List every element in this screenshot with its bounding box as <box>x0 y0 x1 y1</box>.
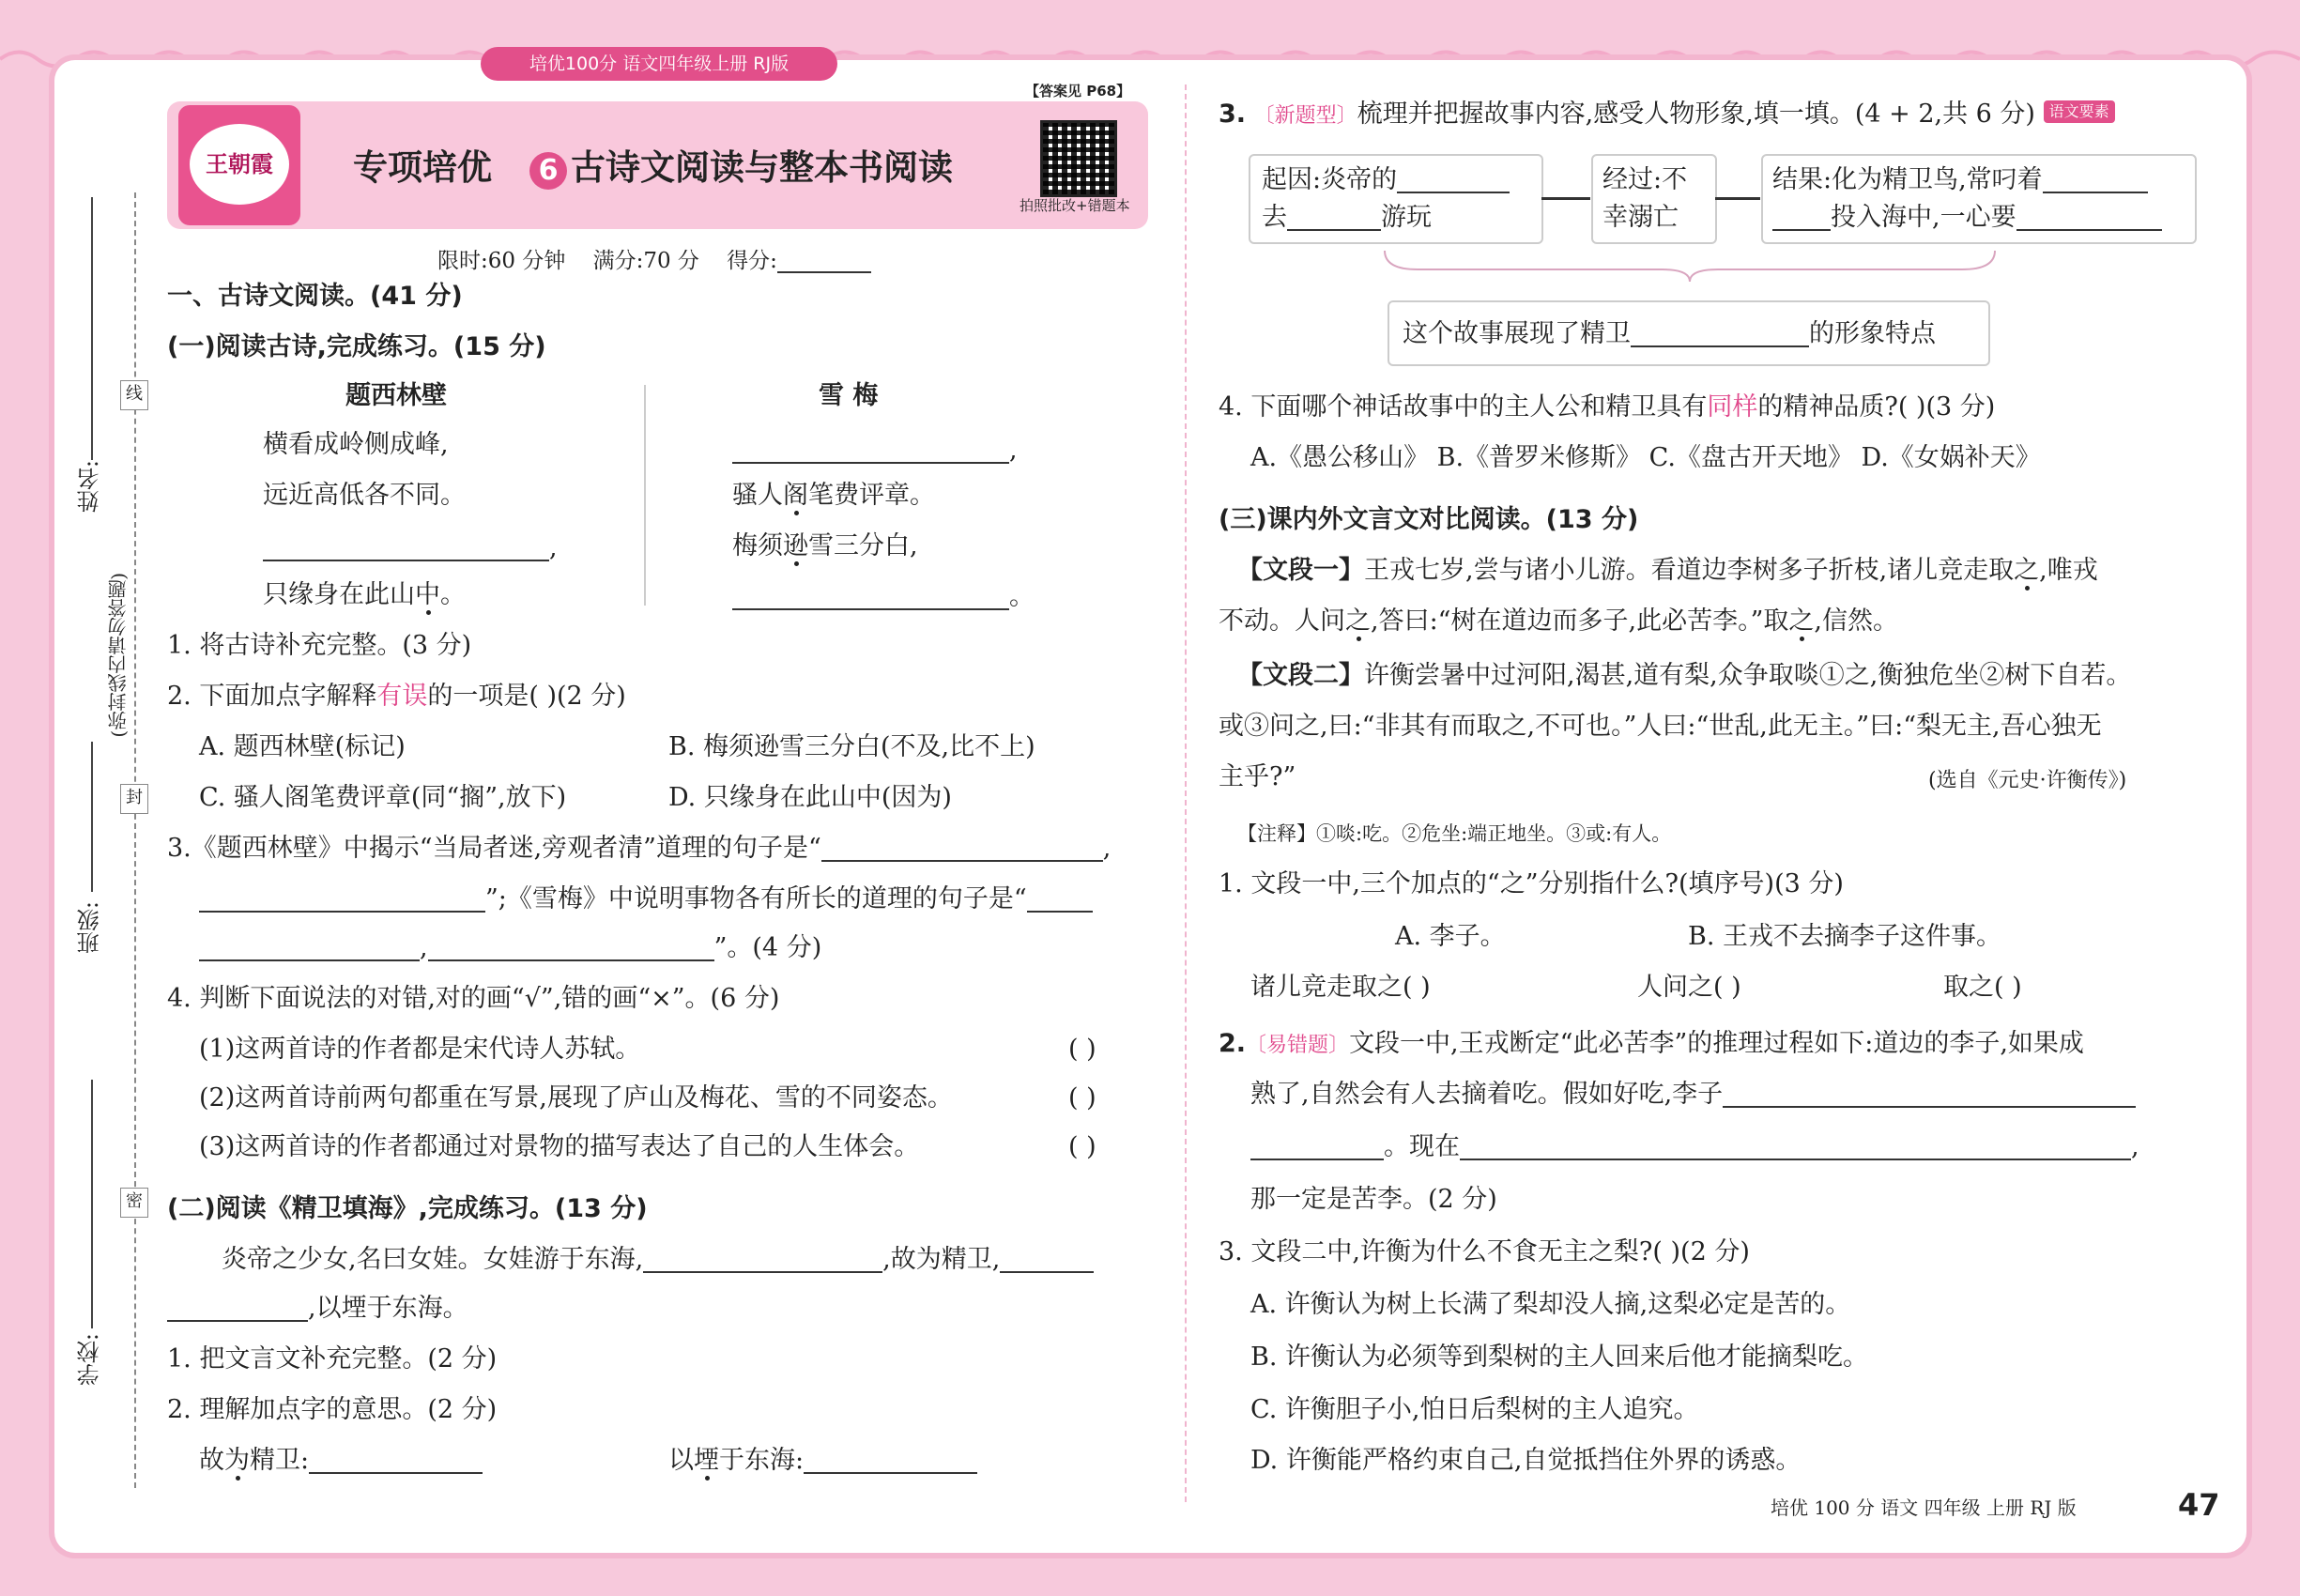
secret-box: 密 <box>120 1188 148 1218</box>
topic-number: 6 <box>529 152 567 190</box>
page-title <box>353 139 953 190</box>
r-q1: 1. 文段一中,三个加点的“之”分别指什么?(填序号)(3 分) <box>1219 869 1844 898</box>
brace-connector <box>1380 246 2000 284</box>
character-trait-line[interactable]: 这个故事展现了精卫 的形象特点 <box>1403 319 1936 348</box>
poem1-line1: 横看成岭侧成峰, <box>263 430 449 459</box>
part2-q1: 1. 把文言文补充完整。(2 分) <box>167 1344 498 1373</box>
name-label: 姓名: <box>77 460 103 514</box>
poem1-line2: 远近高低各不同。 <box>263 481 466 510</box>
passage2-source: (选自《元史·许衡传》) <box>1928 769 2127 792</box>
section-1-heading: 一、古诗文阅读。(41 分) <box>167 282 463 311</box>
r-q3-option-b[interactable]: B. 许衡认为必须等到梨树的主人回来后他才能摘梨吃。 <box>1250 1343 1869 1372</box>
annotation-note: 【注释】①啖:吃。②危坐:端正地坐。③或:有人。 <box>1237 822 1672 845</box>
part2-q2-b[interactable]: 以堙于东海: <box>668 1440 977 1481</box>
part2-text-line1: 炎帝之少女,名曰女娃。女娃游于东海, ,故为精卫, <box>222 1239 1094 1281</box>
q1: 1. 将古诗补充完整。(3 分) <box>167 631 472 660</box>
q4-item1: (1)这两首诗的作者都是宋代诗人苏轼。 <box>199 1035 641 1064</box>
story-cause-line2[interactable]: 去 游玩 <box>1262 203 1432 232</box>
q3-line1: 3.《题西林壁》中揭示“当局者迷,旁观者清”道理的句子是“ , <box>167 834 1112 863</box>
seal-warning: (弥封线内请勿答题) <box>104 573 131 738</box>
r-q4-options[interactable]: A.《愚公移山》 B.《普罗米修斯》 C.《盘古开天地》 D.《女娲补天》 <box>1250 443 2041 472</box>
passage2-line3: 主乎?” <box>1219 762 1296 791</box>
q3-line2: ”;《雪梅》中说明事物各有所长的道理的句子是“ <box>199 879 1093 920</box>
brand-logo <box>178 105 300 225</box>
r-q3: 3. 文段二中,许衡为什么不食无主之梨?( )(2 分) <box>1219 1237 1750 1266</box>
qr-caption: 拍照批改+错题本 <box>1020 197 1130 214</box>
line-box: 线 <box>120 380 148 410</box>
q2-option-d[interactable]: D. 只缘身在此山中(因为) <box>668 783 952 812</box>
story-process-line2: 幸溺亡 <box>1602 203 1679 232</box>
q4: 4. 判断下面说法的对错,对的画“√”,错的画“×”。(6 分) <box>167 984 780 1013</box>
footer-text: 培优 100 分 语文 四年级 上册 RJ 版 <box>1771 1496 2077 1519</box>
title-prefix: 专项培优 <box>353 147 492 188</box>
part2-q2-a[interactable]: 故为精卫: <box>199 1440 483 1481</box>
poem2-line3: 梅须逊雪三分白, <box>732 531 918 560</box>
story-process-line1: 经过:不 <box>1602 165 1688 194</box>
passage2-line2: 或③问之,曰:“非其有而取之,不可也。”人曰:“世乱,此无主。”曰:“梨无主,吾心独无 <box>1219 712 2102 741</box>
poem-divider <box>644 385 646 606</box>
r-q1-fill-2[interactable]: 人问之( ) <box>1637 973 1741 1002</box>
part2-q2: 2. 理解加点字的意思。(2 分) <box>167 1395 498 1424</box>
q2-option-a[interactable]: A. 题西林壁(标记) <box>199 732 406 761</box>
header-pill: 培优100分 语文四年级上册 RJ版 <box>481 47 837 81</box>
poem2-title: 雪 梅 <box>819 381 879 410</box>
passage1-line2: 不动。人问之,答曰:“树在道边而多子,此必苦李。”取之,信然。 <box>1219 606 1898 636</box>
story-cause-line1[interactable]: 起因:炎帝的 <box>1262 160 1510 201</box>
q4-item2: (2)这两首诗前两句都重在写景,展现了庐山及梅花、雪的不同姿态。 <box>199 1083 953 1113</box>
q4-item2-paren[interactable]: ( ) <box>1068 1083 1096 1113</box>
title-main: 古诗文阅读与整本书阅读 <box>571 147 953 188</box>
part-3-heading: (三)课内外文言文对比阅读。(13 分) <box>1219 505 1639 534</box>
page-number: 47 <box>2178 1487 2220 1523</box>
column-divider <box>1185 84 1187 1502</box>
q4-item3: (3)这两首诗的作者都通过对景物的描写表达了自己的人生体会。 <box>199 1132 920 1161</box>
qr-code-icon[interactable] <box>1040 120 1117 197</box>
passage1-line1: 【文段一】王戎七岁,尝与诸小儿游。看道边李树多子折枝,诸儿竞走取之,唯戎 <box>1237 556 2098 585</box>
poem1-title: 题西林壁 <box>345 381 447 410</box>
story-result-line1[interactable]: 结果:化为精卫鸟,常叼着 <box>1772 160 2148 201</box>
q2-option-b[interactable]: B. 梅须逊雪三分白(不及,比不上) <box>668 732 1035 761</box>
r-q1-option-a: A. 李子。 <box>1395 922 1506 951</box>
r-q3-option-d[interactable]: D. 许衡能严格约束自己,自觉抵挡住外界的诱惑。 <box>1250 1446 1802 1475</box>
q2: 2. 下面加点字解释有误的一项是( )(2 分) <box>167 682 626 711</box>
class-line <box>91 742 93 892</box>
r-q3-option-c[interactable]: C. 许衡胆子小,怕日后梨树的主人追究。 <box>1250 1395 1699 1424</box>
r-q3-option-a[interactable]: A. 许衡认为树上长满了梨却没人摘,这梨必定是苦的。 <box>1250 1290 1851 1319</box>
poem2-line4-blank[interactable]: 。 <box>732 576 1035 618</box>
r-q2-line3[interactable]: 。现在 , <box>1250 1127 2139 1168</box>
poem2-line2: 骚人阁笔费评章。 <box>732 481 935 510</box>
q4-item1-paren[interactable]: ( ) <box>1068 1035 1096 1064</box>
r-q4: 4. 下面哪个神话故事中的主人公和精卫具有同样的精神品质?( )(3 分) <box>1219 392 1996 422</box>
logo-text: 王朝霞 <box>190 124 289 205</box>
poem2-line1-blank[interactable]: , <box>732 430 1018 471</box>
part-1-heading: (一)阅读古诗,完成练习。(15 分) <box>167 332 546 361</box>
passage2-line1: 【文段二】许衡尝暑中过河阳,渴甚,道有梨,众争取啖①之,衡独危坐②树下自若。 <box>1237 661 2132 690</box>
answer-ref: 【答案见 P68】 <box>1025 83 1131 100</box>
q4-item3-paren[interactable]: ( ) <box>1068 1132 1096 1161</box>
r-q1-fill-3[interactable]: 取之( ) <box>1943 973 2022 1002</box>
school-line <box>91 1080 93 1328</box>
q3-line3: , ”。(4 分) <box>199 928 821 969</box>
q2-option-c[interactable]: C. 骚人阁笔费评章(同“搁”,放下) <box>199 783 567 812</box>
poem1-line3-blank[interactable]: , <box>263 528 558 569</box>
r-q2-line4: 那一定是苦李。(2 分) <box>1250 1185 1497 1214</box>
story-result-line2[interactable]: 投入海中,一心要 <box>1772 197 2162 238</box>
name-line <box>91 197 93 460</box>
connector-2 <box>1715 197 1760 200</box>
poem1-line4: 只缘身在此山中。 <box>263 580 466 609</box>
r-q1-option-b: B. 王戎不去摘李子这件事。 <box>1688 922 2002 951</box>
r-q2-line2[interactable]: 熟了,自然会有人去摘着吃。假如好吃,李子 <box>1250 1074 2136 1115</box>
part2-text-line2: ,以堙于东海。 <box>167 1288 468 1329</box>
connector-1 <box>1541 197 1590 200</box>
part-2-heading: (二)阅读《精卫填海》,完成练习。(13 分) <box>167 1194 648 1223</box>
school-label: 学校: <box>77 1333 103 1387</box>
seal-box: 封 <box>120 784 148 814</box>
r-q2-line1: 2.〔易错题〕文段一中,王戎断定“此必苦李”的推理过程如下:道边的李子,如果成 <box>1219 1029 2084 1058</box>
score-meta: 限时:60 分钟 满分:70 分 得分: <box>437 240 871 282</box>
r-q3-heading: 3. 〔新题型〕梳理并把握故事内容,感受人物形象,填一填。(4 + 2,共 6 分) 语文要素 <box>1219 94 2115 137</box>
class-label: 班级: <box>77 901 103 955</box>
r-q1-fill-1[interactable]: 诸儿竞走取之( ) <box>1250 973 1431 1002</box>
